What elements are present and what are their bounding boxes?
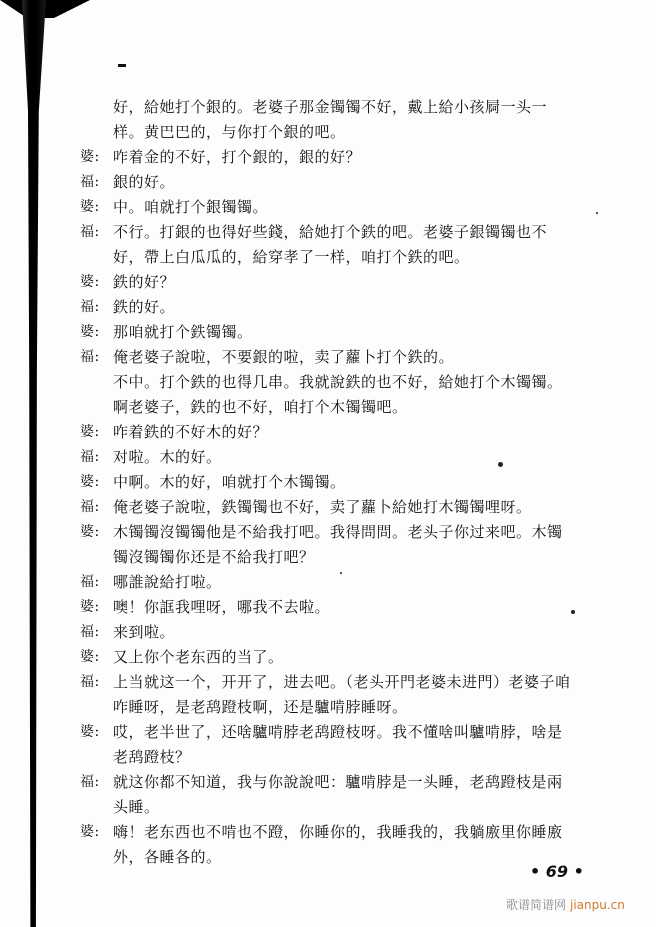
speaker-label: 婆:: [80, 474, 100, 490]
speaker-label: 福:: [80, 674, 100, 690]
dialogue-line: [80, 795, 610, 820]
line-text: 哪誰說給打啦。: [113, 573, 222, 591]
dialogue-line: [80, 320, 610, 345]
dialogue-line: [80, 820, 610, 845]
speaker-label: 福:: [80, 174, 100, 190]
line-text: 咋着鉄的不好木的好？: [113, 423, 269, 441]
line-text: 来到啦。: [113, 623, 176, 641]
speaker-label: 福:: [80, 349, 100, 365]
dialogue-line: [80, 170, 610, 195]
speaker-label: 婆:: [80, 324, 100, 340]
line-text: 那咱就打个鉄镯镯。: [113, 323, 253, 341]
line-text: 就这你都不知道，我与你說說吧：驢啃脖是一头睡，老鸹蹬枝是兩: [113, 773, 563, 791]
scan-mark: [118, 64, 126, 67]
line-text: 不行。打銀的也得好些錢，給她打个鉄的吧。老婆子銀镯镯也不: [113, 223, 548, 241]
line-text: 鉄的好？: [113, 273, 176, 291]
dialogue-line: [80, 295, 610, 320]
line-text: 老鸹蹬枝？: [113, 748, 191, 766]
speaker-label: 婆:: [80, 824, 100, 840]
speaker-label: 婆:: [80, 199, 100, 215]
dialogue-line: [80, 395, 610, 420]
line-text: 俺老婆子說啦，不要銀的啦，卖了蘿卜打个鉄的。: [113, 348, 455, 366]
line-text: 木镯镯沒镯镯他是不給我打吧。我得問問。老头子你过来吧。木镯: [113, 523, 563, 541]
speaker-label: 福:: [80, 574, 100, 590]
dialogue-line: [80, 520, 610, 545]
dialogue-line: [80, 420, 610, 445]
speaker-label: 婆:: [80, 724, 100, 740]
line-text: 镯沒镯镯你还是不給我打吧？: [113, 548, 315, 566]
dialogue-line: [80, 120, 610, 145]
dialogue-line: [80, 670, 610, 695]
speaker-label: 福:: [80, 499, 100, 515]
line-text: 啊老婆子，鉄的也不好，咱打个木镯镯吧。: [113, 398, 408, 416]
line-text: 样。黄巴巴的，与你打个銀的吧。: [113, 123, 346, 141]
line-text: 不中。打个鉄的也得几串。我就說鉄的也不好，給她打个木镯镯。: [113, 373, 563, 391]
dialogue-line: [80, 570, 610, 595]
line-text: 鉄的好。: [113, 298, 176, 316]
speaker-label: 福:: [80, 299, 100, 315]
dialogue-line: [80, 445, 610, 470]
line-text: 咋睡呀，是老鸹蹬枝啊，还是驢啃脖睡呀。: [113, 698, 408, 716]
speaker-label: 福:: [80, 624, 100, 640]
line-text: 对啦。木的好。: [113, 448, 222, 466]
line-text: 外，各睡各的。: [113, 848, 222, 866]
watermark: [506, 896, 625, 913]
speaker-label: 福:: [80, 224, 100, 240]
dialogue-line: [80, 245, 610, 270]
dialogue-line: [80, 270, 610, 295]
dialogue-line: [80, 145, 610, 170]
line-text: 上当就这一个，开开了，进去吧。（老头开門老婆未进門）老婆子咱: [113, 673, 571, 691]
dialogue-line: [80, 370, 610, 395]
speaker-label: 婆:: [80, 524, 100, 540]
dialogue-line: [80, 595, 610, 620]
line-text: 哎，老半世了，还啥驢啃脖老鸹蹬枝呀。我不懂啥叫驢啃脖，啥是: [113, 723, 563, 741]
speaker-label: 婆:: [80, 599, 100, 615]
line-text: 嗨！老东西也不啃也不蹬，你睡你的，我睡我的，我躺廒里你睡廒: [113, 823, 563, 841]
dialogue-line: [80, 720, 610, 745]
dialogue-line: [80, 470, 610, 495]
line-text: 好，給她打个銀的。老婆子那金镯镯不好，戴上給小孩屙一头一: [113, 98, 548, 116]
speaker-label: 婆:: [80, 649, 100, 665]
line-text: 俺老婆子說啦，鉄镯镯也不好，卖了蘿卜給她打木镯镯哩呀。: [113, 498, 532, 516]
dialogue-line: [80, 620, 610, 645]
page-number: • 69 •: [530, 862, 584, 881]
line-text: 头睡。: [113, 798, 160, 816]
line-text: 好，帶上白瓜瓜的，給穿孝了一样，咱打个鉄的吧。: [113, 248, 470, 266]
dialogue-line: [80, 645, 610, 670]
dialogue-line: [80, 95, 610, 120]
dialogue-line: [80, 220, 610, 245]
watermark-domain: jianpu.cn: [570, 898, 625, 912]
dialogue-line: [80, 195, 610, 220]
line-text: 噢！你誆我哩呀，哪我不去啦。: [113, 598, 331, 616]
speaker-label: 福:: [80, 449, 100, 465]
dialogue-line: [80, 495, 610, 520]
speaker-label: 福:: [80, 774, 100, 790]
line-text: 中。咱就打个銀镯镯。: [113, 198, 269, 216]
line-text: 又上你个老东西的当了。: [113, 648, 284, 666]
speaker-label: 婆:: [80, 424, 100, 440]
dialogue-line: [80, 345, 610, 370]
dialogue-body: [80, 95, 610, 870]
dialogue-line: [80, 695, 610, 720]
dialogue-line: [80, 745, 610, 770]
line-text: 咋着金的不好，打个銀的，銀的好？: [113, 148, 362, 166]
line-text: 銀的好。: [113, 173, 176, 191]
speaker-label: 婆:: [80, 274, 100, 290]
line-text: 中啊。木的好，咱就打个木镯镯。: [113, 473, 346, 491]
binding-edge-shadow: [22, 0, 46, 927]
speaker-label: 婆:: [80, 149, 100, 165]
dialogue-line: [80, 770, 610, 795]
watermark-text: 歌谱简谱网: [506, 898, 567, 912]
dialogue-line: [80, 545, 610, 570]
